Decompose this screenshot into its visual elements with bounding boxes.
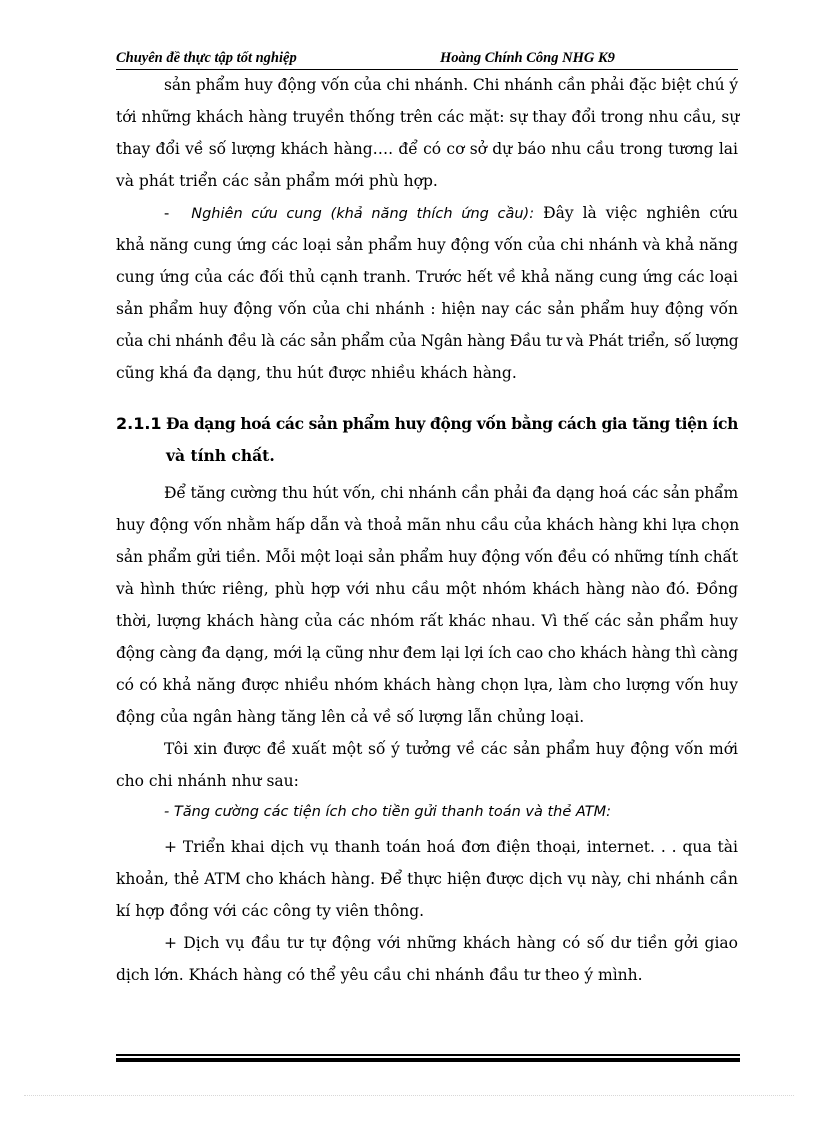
text-line: động của ngân hàng tăng lên cả về số lượng lẫn chủng loại.	[116, 708, 585, 726]
text-line: sản phẩm gửi tiền. Mỗi một loại sản phẩm huy động vốn đều có những tính chất	[116, 548, 738, 566]
header-title: Chuyên đề thực tập tốt nghiệp	[116, 50, 297, 66]
text-line: + Triển khai dịch vụ thanh toán hoá đơn điện thoại, internet. . . qua tài	[164, 838, 738, 856]
text-line: cho chi nhánh như sau:	[116, 772, 299, 790]
text-line: dịch lớn. Khách hàng có thể yêu cầu chi nhánh đầu tư theo ý mình.	[116, 966, 643, 984]
text-line: cũng khá đa dạng, thu hút được nhiều khách hàng.	[116, 364, 517, 382]
section-title-line: và tính chất.	[166, 446, 275, 465]
header-rule	[116, 69, 738, 70]
text-line: + Dịch vụ đầu tư tự động với những khách hàng có số dư tiền gởi giao	[164, 934, 738, 952]
text-line: có có khả năng được nhiều nhóm khách hàng chọn lựa, làm cho lượng vốn huy	[116, 676, 738, 694]
text-line: động càng đa dạng, mới lạ cũng như đem lại lợi ích cao cho khách hàng thì càng	[116, 644, 739, 662]
text-line: tới những khách hàng truyền thống trên các mặt: sự thay đổi trong nhu cầu, sự	[116, 108, 740, 126]
text-line: huy động vốn nhằm hấp dẫn và thoả mãn nhu cầu của khách hàng khi lựa chọn	[116, 516, 740, 534]
footer-rule-thin	[116, 1054, 740, 1056]
text-line: thời, lượng khách hàng của các nhóm rất khác nhau. Vì thế các sản phẩm huy	[116, 612, 738, 630]
section-number: 2.1.1	[116, 414, 162, 433]
supply-label: Nghiên cứu cung (khả năng thích ứng cầu):	[191, 206, 535, 222]
text-line: sản phẩm huy động vốn của chi nhánh. Chi nhánh cần phải đặc biệt chú ý	[164, 76, 738, 94]
bullet-dash: -	[164, 204, 170, 222]
text-line	[164, 204, 738, 222]
text-line: Để tăng cường thu hút vốn, chi nhánh cần phải đa dạng hoá các sản phẩm	[164, 484, 738, 502]
page-header	[116, 50, 738, 68]
header-author: Hoàng Chính Công NHG K9	[440, 50, 615, 66]
subheading-text: - Tăng cường các tiện ích cho tiền gửi thanh toán và thẻ ATM:	[164, 804, 611, 820]
footer-rule-thick	[116, 1058, 740, 1062]
text-line: cung ứng của các đối thủ cạnh tranh. Trước hết về khả năng cung ứng các loại	[116, 268, 738, 286]
supply-first-rest: Đây là việc nghiên cứu	[534, 204, 738, 222]
text-line: kí hợp đồng với các công ty viên thông.	[116, 902, 425, 920]
page-boundary	[24, 1095, 794, 1096]
text-line: thay đổi về số lượng khách hàng…. để có cơ sở dự báo nhu cầu trong tương lai	[116, 140, 738, 158]
text-line: sản phẩm huy động vốn của chi nhánh : hiện nay các sản phẩm huy động vốn	[116, 300, 738, 318]
text-line: khả năng cung ứng các loại sản phẩm huy động vốn của chi nhánh và khả năng	[116, 236, 738, 254]
section-title-line: Đa dạng hoá các sản phẩm huy động vốn bằng cách gia tăng tiện ích	[166, 414, 738, 433]
text-line: và hình thức riêng, phù hợp với nhu cầu một nhóm khách hàng nào đó. Đồng	[116, 580, 738, 598]
text-line: Tôi xin được đề xuất một số ý tưởng về các sản phẩm huy động vốn mới	[164, 740, 738, 758]
text-line: của chi nhánh đều là các sản phẩm của Ngân hàng Đầu tư và Phát triển, số lượng	[116, 332, 739, 350]
text-line: và phát triển các sản phẩm mới phù hợp.	[116, 172, 438, 190]
text-line: khoản, thẻ ATM cho khách hàng. Để thực hiện được dịch vụ này, chi nhánh cần	[116, 870, 738, 888]
